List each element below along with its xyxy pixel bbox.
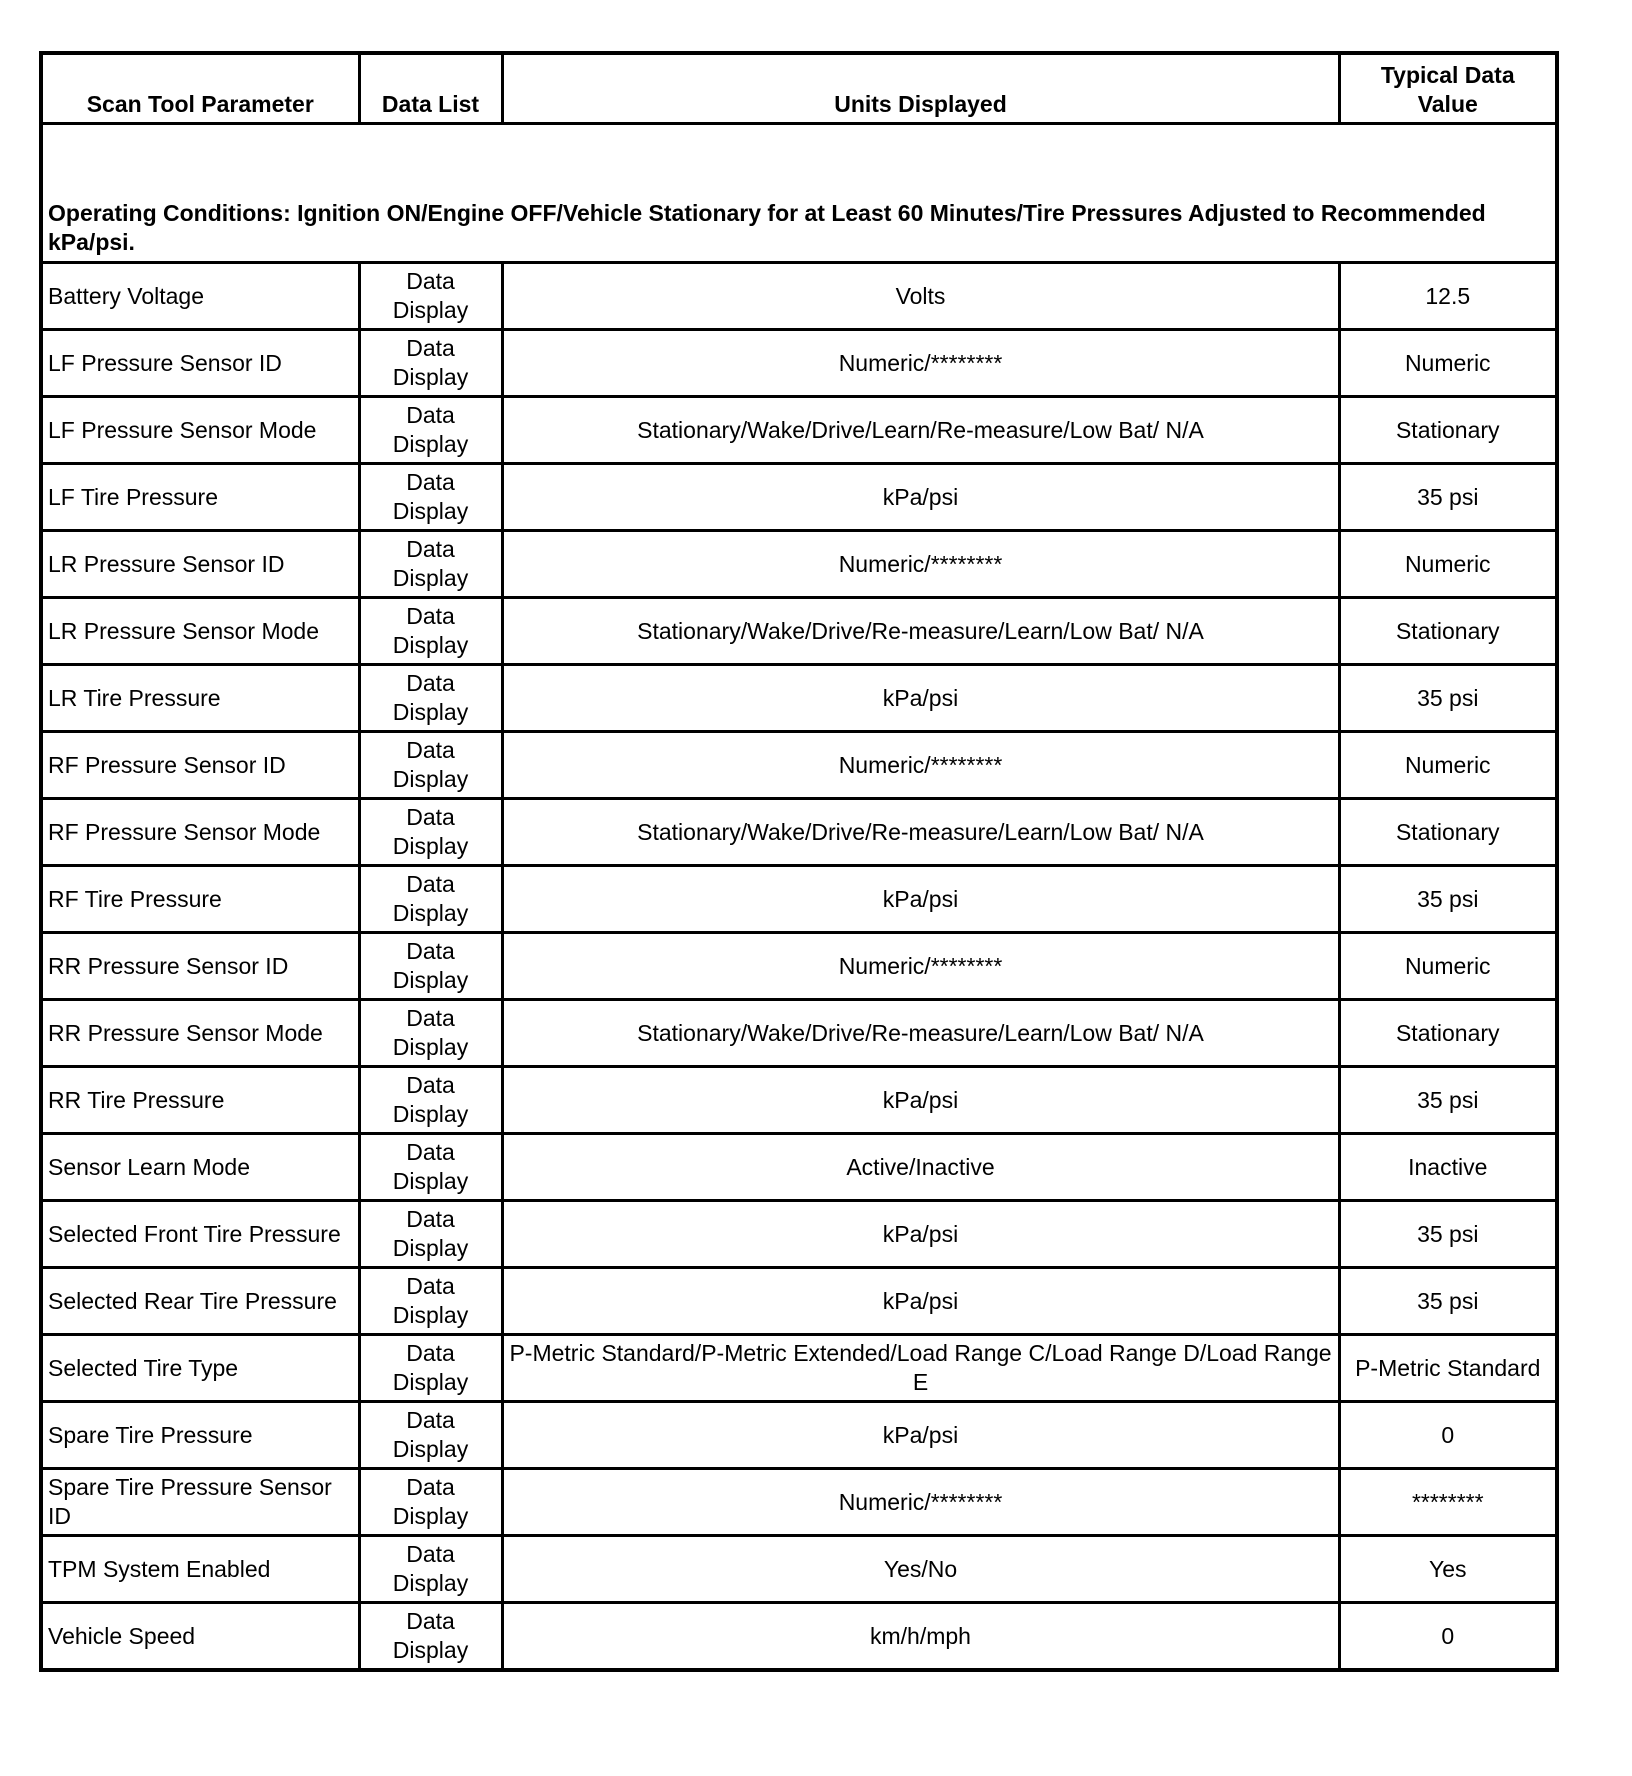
header-data-list: Data List — [359, 53, 502, 124]
units-cell: kPa/psi — [502, 1201, 1339, 1268]
header-row — [41, 53, 1557, 124]
typical-value-cell: 35 psi — [1339, 665, 1557, 732]
units-cell: Numeric/******** — [502, 933, 1339, 1000]
units-cell: Numeric/******** — [502, 1469, 1339, 1536]
parameter-cell: RF Tire Pressure — [41, 866, 359, 933]
units-cell: Stationary/Wake/Drive/Learn/Re-measure/Low Bat/ N/A — [502, 397, 1339, 464]
table-row — [41, 799, 1557, 866]
data-list-cell: Data Display — [359, 1536, 502, 1603]
parameter-cell: TPM System Enabled — [41, 1536, 359, 1603]
units-cell: Numeric/******** — [502, 732, 1339, 799]
data-list-cell: Data Display — [359, 866, 502, 933]
table-row — [41, 933, 1557, 1000]
units-cell: Stationary/Wake/Drive/Re-measure/Learn/Low Bat/ N/A — [502, 799, 1339, 866]
typical-value-cell: 35 psi — [1339, 1268, 1557, 1335]
table-row — [41, 1201, 1557, 1268]
units-cell: kPa/psi — [502, 866, 1339, 933]
data-list-cell: Data Display — [359, 1335, 502, 1402]
units-cell: kPa/psi — [502, 1268, 1339, 1335]
header-typical-line1: Typical Data — [1380, 62, 1515, 88]
parameter-cell: LF Pressure Sensor Mode — [41, 397, 359, 464]
parameter-cell: RR Pressure Sensor ID — [41, 933, 359, 1000]
data-list-cell: Data Display — [359, 397, 502, 464]
parameter-cell: LR Pressure Sensor ID — [41, 531, 359, 598]
table-row — [41, 1067, 1557, 1134]
parameter-cell: Vehicle Speed — [41, 1603, 359, 1671]
table-row — [41, 1536, 1557, 1603]
data-list-cell: Data Display — [359, 1268, 502, 1335]
typical-value-cell: Stationary — [1339, 397, 1557, 464]
data-list-cell: Data Display — [359, 933, 502, 1000]
typical-value-cell: ******** — [1339, 1469, 1557, 1536]
data-list-cell: Data Display — [359, 1201, 502, 1268]
header-scan-tool-parameter: Scan Tool Parameter — [41, 53, 359, 124]
parameter-cell: RF Pressure Sensor ID — [41, 732, 359, 799]
typical-value-cell: Yes — [1339, 1536, 1557, 1603]
parameter-cell: Selected Rear Tire Pressure — [41, 1268, 359, 1335]
units-cell: Numeric/******** — [502, 531, 1339, 598]
data-list-cell: Data Display — [359, 1402, 502, 1469]
units-cell: P-Metric Standard/P-Metric Extended/Load Range C/Load Range D/Load Range E — [502, 1335, 1339, 1402]
parameter-cell: RR Tire Pressure — [41, 1067, 359, 1134]
units-cell: Numeric/******** — [502, 330, 1339, 397]
typical-value-cell: P-Metric Standard — [1339, 1335, 1557, 1402]
data-list-cell: Data Display — [359, 1469, 502, 1536]
operating-conditions-text: Operating Conditions: Ignition ON/Engine OFF/Vehicle Stationary for at Least 60 Minutes/Tire Pressures Adjusted to Recommended kPa/psi. — [41, 124, 1557, 263]
data-list-cell: Data Display — [359, 1603, 502, 1671]
units-cell: Stationary/Wake/Drive/Re-measure/Learn/Low Bat/ N/A — [502, 1000, 1339, 1067]
operating-conditions-row — [41, 124, 1557, 263]
units-cell: Active/Inactive — [502, 1134, 1339, 1201]
typical-value-cell: Numeric — [1339, 531, 1557, 598]
data-list-cell: Data Display — [359, 1000, 502, 1067]
table-row — [41, 531, 1557, 598]
parameter-cell: RR Pressure Sensor Mode — [41, 1000, 359, 1067]
table-row — [41, 1335, 1557, 1402]
typical-value-cell: 35 psi — [1339, 464, 1557, 531]
table-row — [41, 1603, 1557, 1671]
data-list-cell: Data Display — [359, 732, 502, 799]
table-row — [41, 1134, 1557, 1201]
table-row — [41, 665, 1557, 732]
typical-value-cell: Stationary — [1339, 799, 1557, 866]
parameter-cell: RF Pressure Sensor Mode — [41, 799, 359, 866]
units-cell: kPa/psi — [502, 1067, 1339, 1134]
header-units-displayed: Units Displayed — [502, 53, 1339, 124]
typical-value-cell: Stationary — [1339, 1000, 1557, 1067]
parameter-cell: LR Pressure Sensor Mode — [41, 598, 359, 665]
data-list-cell: Data Display — [359, 464, 502, 531]
data-list-cell: Data Display — [359, 531, 502, 598]
data-list-cell: Data Display — [359, 1067, 502, 1134]
data-list-cell: Data Display — [359, 330, 502, 397]
table-row — [41, 598, 1557, 665]
units-cell: kPa/psi — [502, 665, 1339, 732]
parameter-cell: Spare Tire Pressure Sensor ID — [41, 1469, 359, 1536]
typical-value-cell: 35 psi — [1339, 866, 1557, 933]
units-cell: Yes/No — [502, 1536, 1339, 1603]
typical-value-cell: 35 psi — [1339, 1067, 1557, 1134]
parameter-cell: Selected Front Tire Pressure — [41, 1201, 359, 1268]
data-list-cell: Data Display — [359, 665, 502, 732]
parameter-cell: Spare Tire Pressure — [41, 1402, 359, 1469]
typical-value-cell: 35 psi — [1339, 1201, 1557, 1268]
parameter-cell: LF Pressure Sensor ID — [41, 330, 359, 397]
table-row — [41, 732, 1557, 799]
parameter-cell: Sensor Learn Mode — [41, 1134, 359, 1201]
parameter-cell: Selected Tire Type — [41, 1335, 359, 1402]
typical-value-cell: Inactive — [1339, 1134, 1557, 1201]
scan-tool-data-table — [39, 51, 1559, 1672]
table-row — [41, 464, 1557, 531]
data-list-cell: Data Display — [359, 799, 502, 866]
table-row — [41, 1000, 1557, 1067]
data-list-cell: Data Display — [359, 263, 502, 330]
table-row — [41, 1402, 1557, 1469]
parameter-cell: Battery Voltage — [41, 263, 359, 330]
header-typical-data-value — [1339, 53, 1557, 124]
table-row — [41, 263, 1557, 330]
typical-value-cell: Numeric — [1339, 330, 1557, 397]
parameter-cell: LF Tire Pressure — [41, 464, 359, 531]
table-row — [41, 397, 1557, 464]
typical-value-cell: Numeric — [1339, 933, 1557, 1000]
units-cell: Stationary/Wake/Drive/Re-measure/Learn/Low Bat/ N/A — [502, 598, 1339, 665]
parameter-cell: LR Tire Pressure — [41, 665, 359, 732]
typical-value-cell: Stationary — [1339, 598, 1557, 665]
table-row — [41, 866, 1557, 933]
typical-value-cell: 0 — [1339, 1603, 1557, 1671]
data-list-cell: Data Display — [359, 1134, 502, 1201]
data-list-cell: Data Display — [359, 598, 502, 665]
typical-value-cell: 12.5 — [1339, 263, 1557, 330]
units-cell: km/h/mph — [502, 1603, 1339, 1671]
table-row — [41, 330, 1557, 397]
header-typical-line2: Value — [1417, 91, 1478, 117]
table-row — [41, 1268, 1557, 1335]
units-cell: Volts — [502, 263, 1339, 330]
typical-value-cell: Numeric — [1339, 732, 1557, 799]
table-row — [41, 1469, 1557, 1536]
typical-value-cell: 0 — [1339, 1402, 1557, 1469]
units-cell: kPa/psi — [502, 1402, 1339, 1469]
units-cell: kPa/psi — [502, 464, 1339, 531]
